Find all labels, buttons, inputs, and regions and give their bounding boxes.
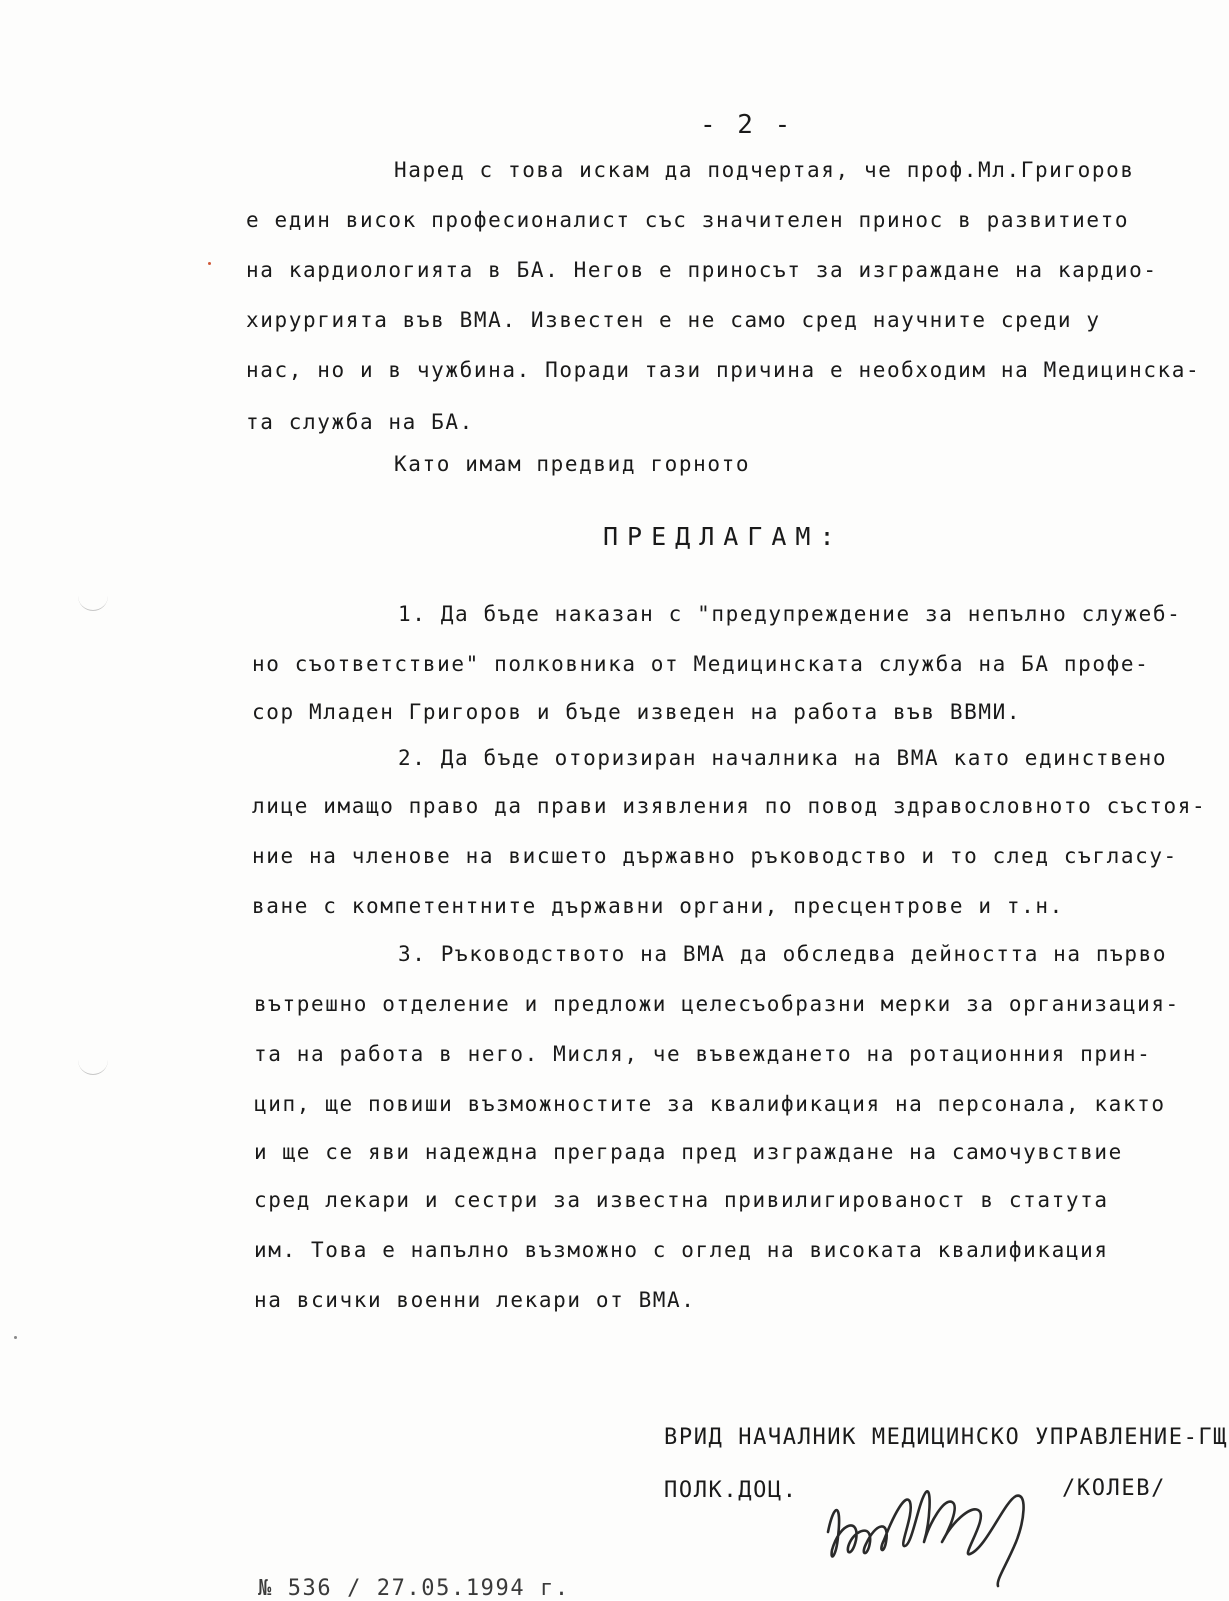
- section-heading: ПРЕДЛАГАМ:: [603, 522, 844, 551]
- text-line: хирургията във ВМА. Известен е не само сред научните среди у: [246, 308, 1101, 332]
- text-line: та служба на БА.: [246, 410, 474, 434]
- text-line: им. Това е напълно възможно с оглед на високата квалификация: [254, 1238, 1109, 1262]
- text-line: и ще се яви надеждна преграда пред изграждане на самочувствие: [254, 1140, 1123, 1164]
- text-line: Наред с това искам да подчертая, че проф.Мл.Григоров: [394, 158, 1135, 182]
- text-line: 1. Да бъде наказан с "предупреждение за непълно служеб-: [398, 602, 1182, 626]
- text-line: та на работа в него. Мисля, че въвеждането на ротационния прин-: [254, 1042, 1152, 1066]
- text-line: но съответствие" полковника от Медицинската служба на БА профе-: [252, 652, 1150, 676]
- text-line: 2. Да бъде оторизиран началника на ВМА като единствено: [398, 746, 1168, 770]
- page-number: - 2 -: [700, 110, 794, 140]
- paper-speck: [208, 262, 211, 265]
- text-line: лице имащо право да прави изявления по повод здравословното състоя-: [252, 794, 1207, 818]
- signatory-rank: ПОЛК.ДОЦ.: [664, 1478, 798, 1503]
- text-line: на всички военни лекари от ВМА.: [254, 1288, 696, 1312]
- text-line: цип, ще повиши възможностите за квалификация на персонала, както: [254, 1092, 1166, 1116]
- text-line: 3. Ръководството на ВМА да обследва дейността на първо: [398, 942, 1168, 966]
- paragraph-2: Като имам предвид горното: [394, 452, 751, 476]
- text-line: вътрешно отделение и предложи целесъобразни мерки за организация-: [254, 992, 1180, 1016]
- punch-hole-mark: [78, 1060, 108, 1075]
- punch-hole-mark: [78, 596, 108, 611]
- handwritten-signature: [820, 1462, 1060, 1592]
- signatory-position: ВРИД НАЧАЛНИК МЕДИЦИНСКО УПРАВЛЕНИЕ-ГЩ: [664, 1425, 1229, 1450]
- signatory-name: /КОЛЕВ/: [1062, 1476, 1166, 1501]
- text-line: нас, но и в чужбина. Поради тази причина е необходим на Медицинска-: [246, 358, 1201, 382]
- registration-number-fragment: № 536 / 27.05.1994 г.: [258, 1576, 570, 1601]
- text-line: ние на членове на висшето държавно ръководство и то след съгласу-: [252, 844, 1178, 868]
- text-line: ване с компетентните държавни органи, пресцентрове и т.н.: [252, 894, 1064, 918]
- paper-speck: [14, 1336, 17, 1339]
- text-line: сред лекари и сестри за известна привилигированост в статута: [254, 1188, 1109, 1212]
- text-line: на кардиологията в БА. Негов е приносът за изграждане на кардио-: [246, 258, 1158, 282]
- text-line: е един висок професионалист със значителен принос в развитието: [246, 208, 1130, 232]
- text-line: сор Младен Григоров и бъде изведен на работа във ВВМИ.: [252, 700, 1022, 724]
